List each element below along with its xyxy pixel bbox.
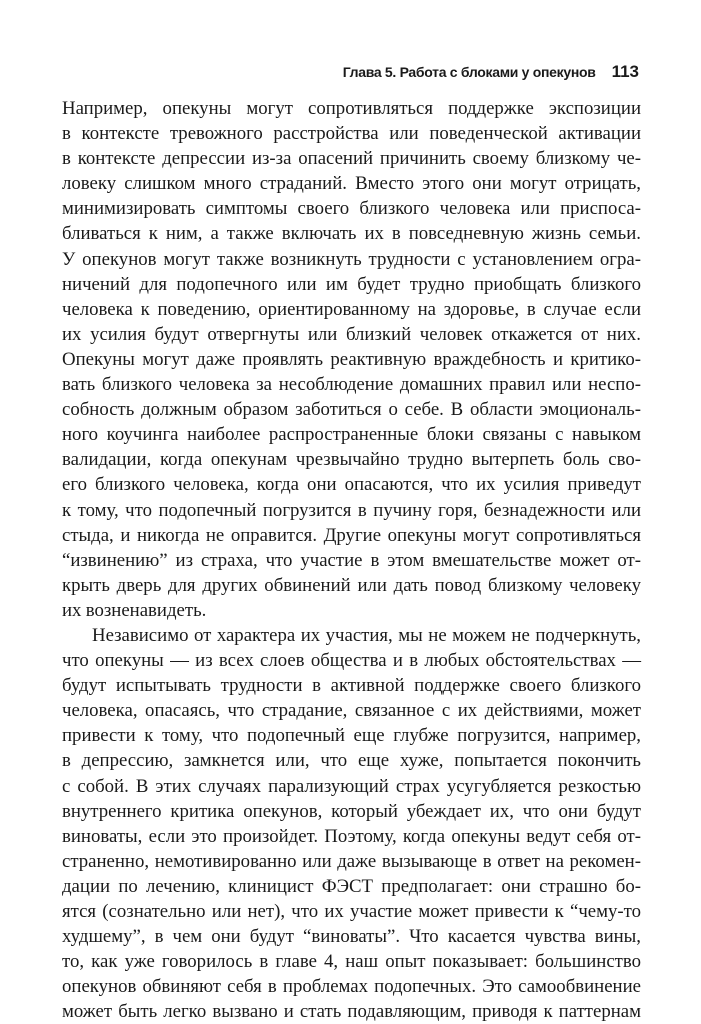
text-line: то, как уже говорилось в главе 4, наш опыт показывает: большинство bbox=[62, 951, 641, 973]
text-line: будут испытывать трудности в активной поддержке своего близкого bbox=[62, 675, 641, 697]
paragraph bbox=[62, 96, 641, 623]
body-text bbox=[62, 96, 641, 1024]
text-line: его близкого человека, когда они опасаются, что их усилия приведут bbox=[62, 474, 641, 496]
text-line: ничений для подопечного или им будет трудно приобщать близкого bbox=[62, 273, 641, 295]
text-line: Например, опекуны могут сопротивляться поддержке экспозиции bbox=[62, 98, 641, 119]
text-line: страненно, немотивированно или даже вызывающе в ответ на рекомен- bbox=[62, 850, 641, 872]
text-line: внутреннего критика опекунов, который убеждает их, что они будут bbox=[62, 800, 641, 822]
text-line: худшему”, в чем они будут “виноваты”. Что касается чувства вины, bbox=[62, 926, 641, 948]
text-line: вать близкого человека за несоблюдение домашних правил или неспо- bbox=[62, 374, 641, 396]
text-line: их усилия будут отвергнуты или близкий человек откажется от них. bbox=[62, 323, 641, 345]
text-line: в контексте тревожного расстройства или поведенческой активации bbox=[62, 123, 641, 145]
text-line: ного коучинга наиболее распространенные блоки связаны с навыком bbox=[62, 424, 641, 446]
text-line: опекунов обвиняют себя в проблемах подопечных. Это самообвинение bbox=[62, 976, 641, 998]
paragraph bbox=[62, 623, 641, 1024]
text-line: Опекуны могут даже проявлять реактивную враждебность и критико- bbox=[62, 348, 641, 370]
running-header bbox=[62, 62, 639, 86]
text-line: собность должным образом заботиться о себе. В области эмоциональ- bbox=[62, 399, 641, 421]
text-line: может быть легко вызвано и стать подавляющим, приводя к паттернам bbox=[62, 1001, 641, 1023]
text-line: что опекуны — из всех слоев общества и в любых обстоятельствах — bbox=[62, 650, 641, 672]
text-line: “извинению” из страха, что участие в этом вмешательстве может от- bbox=[62, 549, 641, 571]
text-line: минимизировать симптомы своего близкого человека или приспоса- bbox=[62, 198, 641, 220]
text-line: дации по лечению, клиницист ФЭСТ предполагает: они страшно бо- bbox=[62, 875, 641, 897]
text-line: с собой. В этих случаях парализующий страх усугубляется резкостью bbox=[62, 775, 641, 797]
text-line: стыда, и никогда не оправится. Другие опекуны могут сопротивляться bbox=[62, 524, 641, 546]
text-line: в депрессию, замкнется или, что еще хуже, попытается покончить bbox=[62, 750, 641, 772]
text-line: У опекунов могут также возникнуть трудности с установлением огра- bbox=[62, 248, 641, 270]
page-number: 113 bbox=[611, 62, 639, 81]
text-line: виноваты, если это произойдет. Поэтому, когда опекуны ведут себя от- bbox=[62, 825, 641, 847]
text-line: бливаться к ним, а также включать их в повседневную жизнь семьи. bbox=[62, 223, 641, 245]
text-line: в контексте депрессии из-за опасений причинить своему близкому че- bbox=[62, 148, 641, 170]
text-line: Независимо от характера их участия, мы не можем не подчеркнуть, bbox=[92, 624, 641, 646]
text-line: их возненавидеть. bbox=[62, 599, 207, 621]
text-line: человека к поведению, ориентированному на здоровье, в случае если bbox=[62, 298, 641, 320]
text-line: ятся (сознательно или нет), что их участие может привести к “чему-то bbox=[62, 901, 641, 922]
text-line: ловеку слишком много страданий. Вместо этого они могут отрицать, bbox=[62, 173, 641, 195]
text-line: крыть дверь для других обвинений или дать повод близкому человеку bbox=[62, 574, 641, 596]
text-line: человека, опасаясь, что страдание, связанное с их действиями, может bbox=[62, 700, 641, 722]
chapter-title: Глава 5. Работа с блоками у опекунов bbox=[342, 64, 596, 80]
text-line: к тому, что подопечный погрузится в пучину горя, безнадежности или bbox=[62, 499, 641, 521]
text-line: валидации, когда опекунам чрезвычайно трудно вытерпеть боль сво- bbox=[62, 449, 641, 471]
text-line: привести к тому, что подопечный еще глубже погрузится, например, bbox=[62, 725, 641, 747]
